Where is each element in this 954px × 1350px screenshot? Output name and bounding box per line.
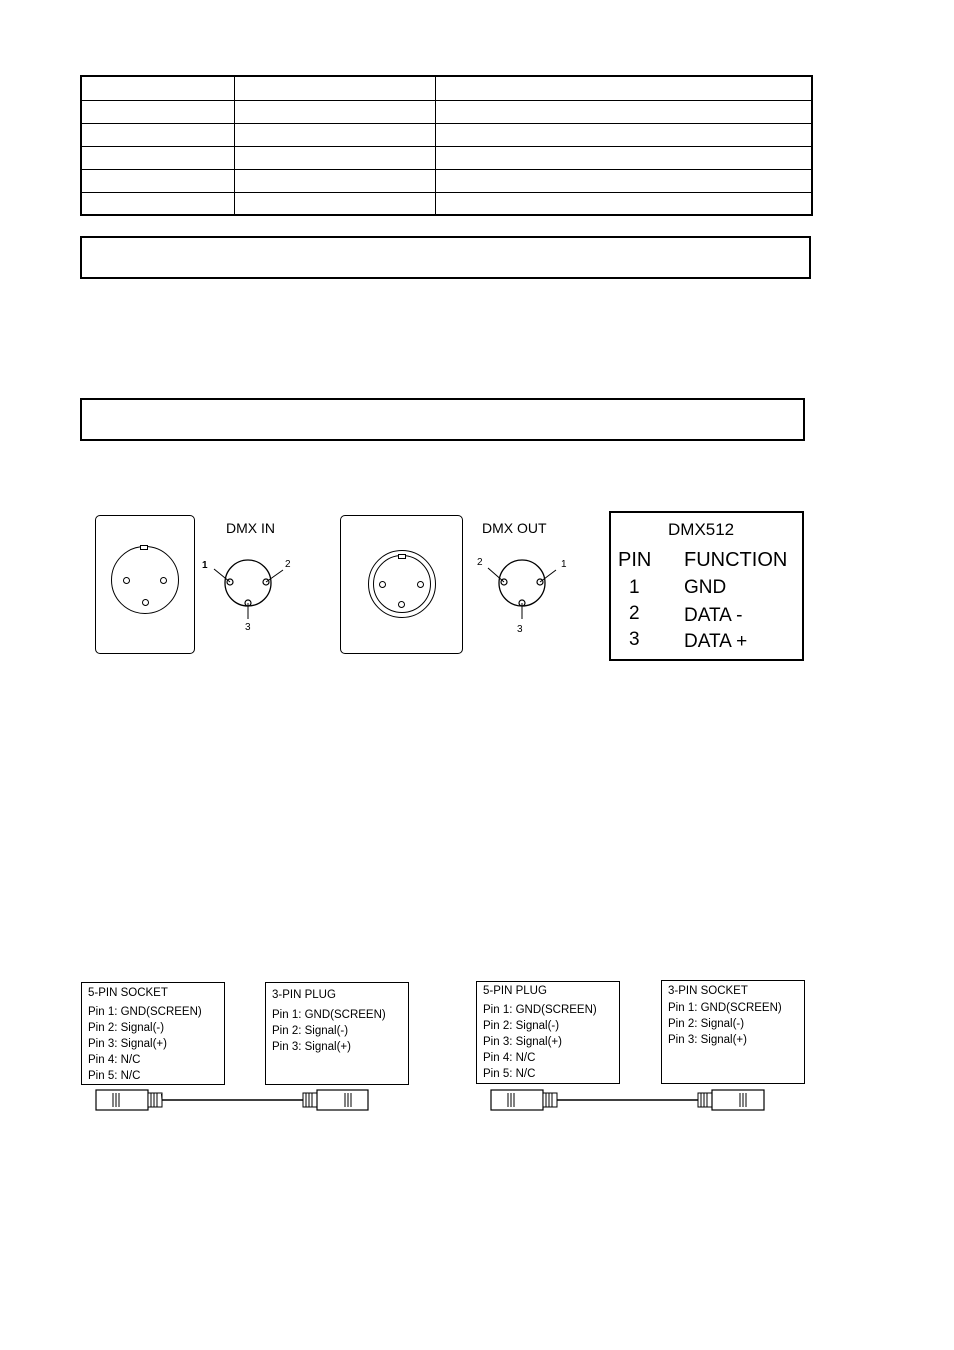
xlr-key-notch — [398, 554, 406, 559]
connector-title: 3-PIN SOCKET — [668, 985, 748, 997]
xlr-pin — [142, 599, 149, 606]
dmx-out-label: DMX OUT — [482, 520, 547, 536]
pin-description: Pin 3: Signal(+) — [668, 1034, 747, 1046]
pin-description: Pin 4: N/C — [88, 1054, 141, 1066]
xlr-pin — [398, 601, 405, 608]
pin-function: DATA - — [684, 605, 743, 626]
pin-number: 1 — [629, 577, 640, 598]
pin-description: Pin 2: Signal(-) — [483, 1020, 560, 1032]
pin-description: Pin 1: GND(SCREEN) — [483, 1004, 597, 1016]
pin-function: DATA + — [684, 631, 748, 652]
dmx-in-pin-diagram — [200, 545, 310, 640]
pin-description: Pin 5: N/C — [483, 1068, 536, 1080]
pin-number-label: 2 — [285, 559, 291, 570]
pin-number-label: 3 — [245, 622, 251, 633]
pin-number: 3 — [629, 629, 640, 650]
xlr-pin — [417, 581, 424, 588]
pin-function: GND — [684, 577, 727, 598]
connector-title: 3-PIN PLUG — [272, 989, 336, 1001]
pin-description: Pin 5: N/C — [88, 1070, 141, 1082]
dmx512-pin-table — [609, 511, 804, 661]
adapter-source-box — [476, 981, 620, 1084]
dmx-in-label: DMX IN — [226, 520, 275, 536]
adapter-cable-diagram — [490, 1088, 766, 1112]
pin-description: Pin 4: N/C — [483, 1052, 536, 1064]
pin-description: Pin 1: GND(SCREEN) — [88, 1006, 202, 1018]
pin-description: Pin 3: Signal(+) — [88, 1038, 167, 1050]
table-row-divider — [82, 146, 811, 147]
pin-number-label: 3 — [517, 624, 523, 635]
table-row-divider — [82, 192, 811, 193]
pin-number-label: 1 — [561, 559, 567, 570]
section-heading-box — [80, 398, 805, 441]
pin-description: Pin 1: GND(SCREEN) — [272, 1009, 386, 1021]
adapter-target-box — [661, 980, 805, 1084]
xlr-key-notch — [140, 545, 148, 550]
pin-description: Pin 2: Signal(-) — [272, 1025, 349, 1037]
dmx-out-panel-connector — [340, 515, 463, 654]
pin-description: Pin 3: Signal(+) — [272, 1041, 351, 1053]
pin-number-label: 1 — [202, 560, 208, 571]
pin-description: Pin 2: Signal(-) — [88, 1022, 165, 1034]
section-heading-box — [80, 236, 811, 279]
dmx-in-panel-connector — [95, 515, 195, 654]
table-row-divider — [82, 123, 811, 124]
pin-number-label: 2 — [477, 557, 483, 568]
function-header: FUNCTION — [684, 549, 788, 571]
xlr-pin — [123, 577, 130, 584]
adapter-source-box — [81, 982, 225, 1085]
adapter-cable-diagram — [95, 1088, 370, 1112]
connector-title: 5-PIN SOCKET — [88, 987, 168, 999]
adapter-target-box — [265, 982, 409, 1085]
pin-description: Pin 2: Signal(-) — [668, 1018, 745, 1030]
pin-description: Pin 1: GND(SCREEN) — [668, 1002, 782, 1014]
table-row-divider — [82, 169, 811, 170]
table-row-divider — [82, 100, 811, 101]
xlr-pin — [160, 577, 167, 584]
pin-description: Pin 3: Signal(+) — [483, 1036, 562, 1048]
xlr-pin — [379, 581, 386, 588]
pin-number: 2 — [629, 603, 640, 624]
dmx512-title: DMX512 — [668, 520, 735, 539]
spec-table — [80, 75, 813, 216]
connector-title: 5-PIN PLUG — [483, 985, 547, 997]
pin-header: PIN — [618, 549, 652, 571]
